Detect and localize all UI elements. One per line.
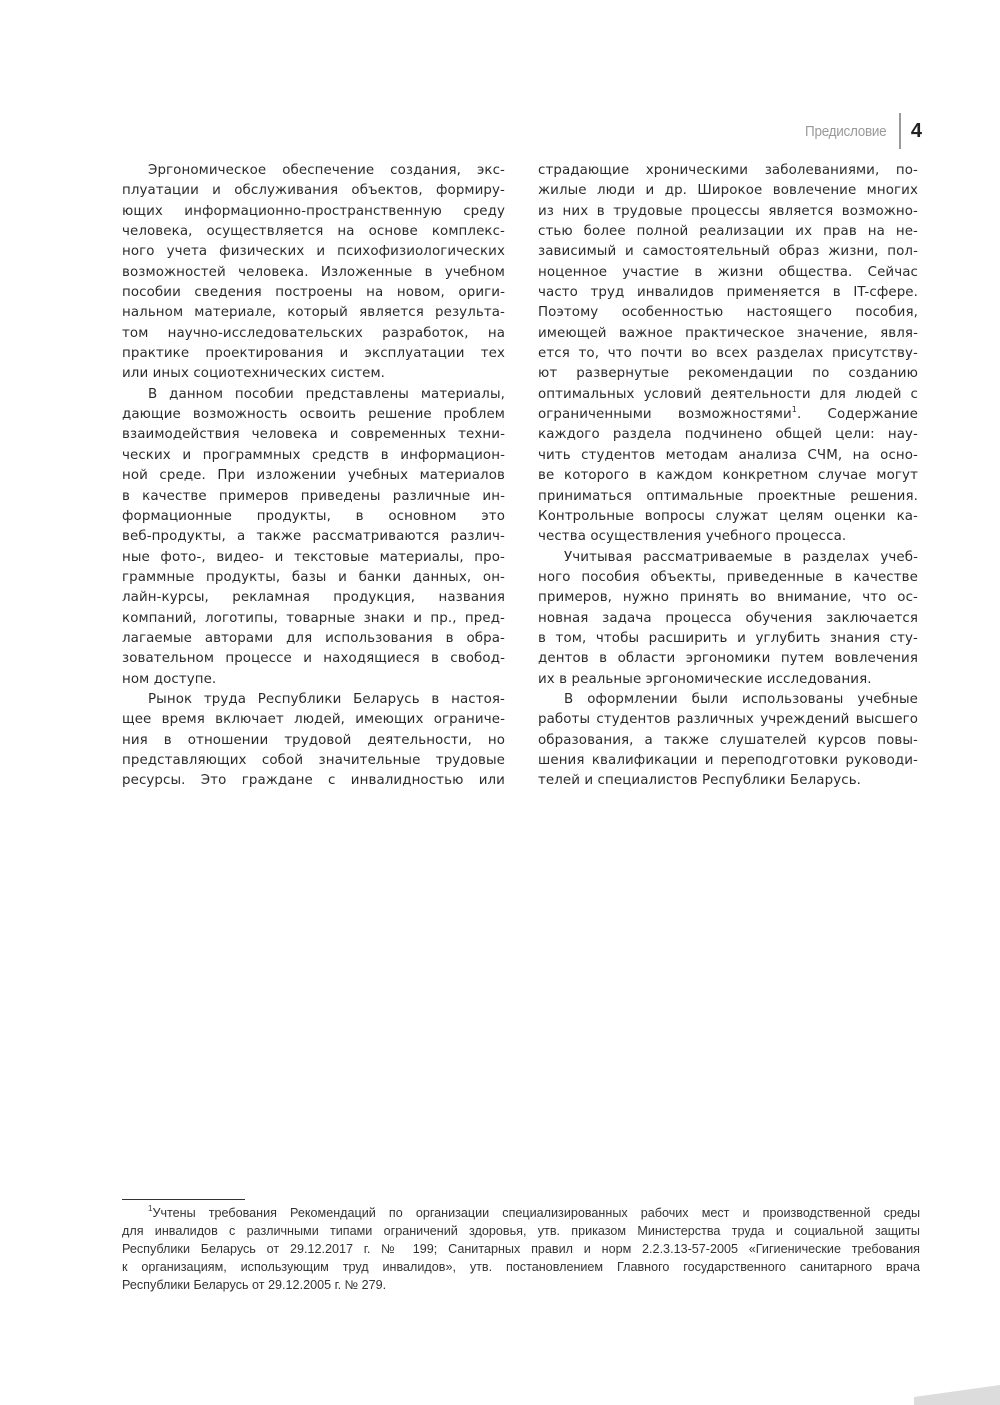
line-text: страдающие хроническими заболеваниями, по- <box>538 163 918 178</box>
line-text: лагаемые авторами для использования в обра- <box>122 630 505 646</box>
text-line <box>538 548 918 568</box>
text-line <box>538 649 918 669</box>
text-line <box>122 181 505 201</box>
text-line <box>122 751 505 771</box>
text-line <box>122 1222 920 1240</box>
text-line <box>538 263 918 283</box>
text-line <box>538 710 918 730</box>
text-line <box>538 303 918 323</box>
text-line <box>122 690 505 710</box>
line-text: представляющих собой значительные трудовые <box>122 752 505 768</box>
line-text: возможностей человека. Изложенные в учебном <box>122 264 505 280</box>
line-text: практике проектирования и эксплуатации тех <box>122 346 505 362</box>
text-line <box>122 202 505 222</box>
line-text: ноценное участие в жизни общества. Сейчас <box>538 264 918 280</box>
line-text: щее время включает людей, имеющих ограниче- <box>122 712 505 728</box>
line-text: шения квалификации и переподготовки руководи- <box>538 752 918 768</box>
text-line <box>122 649 505 669</box>
text-line <box>122 710 505 730</box>
text-line <box>538 425 918 445</box>
text-line <box>538 507 918 527</box>
footnote-reference[interactable]: 1 <box>791 405 797 415</box>
text-line <box>122 446 505 466</box>
text-line <box>538 670 918 690</box>
line-text: лайн-курсы, рекламная продукция, названия <box>122 590 505 606</box>
line-text: ется то, что почти во всех разделах присутству- <box>538 346 918 362</box>
line-text: работы студентов различных учреждений высшего <box>538 712 918 728</box>
line-text: В данном пособии представлены материалы, <box>148 386 505 402</box>
text-line <box>538 771 918 791</box>
line-text: дентов в области эргономики путем вовлечения <box>538 651 918 667</box>
line-text: к организациям, использующим труд инвалидов», утв. постановлением Главного государственного санитарного врача <box>122 1260 920 1274</box>
line-text: граммные продукты, базы и банки данных, он- <box>122 569 505 585</box>
footnote <box>122 1204 920 1294</box>
text-line <box>538 222 918 242</box>
text-line <box>538 466 918 486</box>
text-line <box>122 303 505 323</box>
line-text: их в реальные эргономические исследования. <box>538 671 872 687</box>
text-line <box>538 385 918 405</box>
text-line <box>122 771 505 791</box>
text-line <box>538 405 918 425</box>
line-text: жилые люди и др. Широкое вовлечение многих <box>538 183 918 199</box>
right-text-column <box>538 161 918 792</box>
text-line <box>122 1258 920 1276</box>
text-line <box>538 527 918 547</box>
line-text: или иных социотехнических систем. <box>122 366 386 382</box>
line-text: оптимальных условий деятельности для людей с <box>538 386 918 402</box>
line-text: Учитывая рассматриваемые в разделах учеб- <box>564 549 918 565</box>
line-text: Республики Беларусь от 29.12.2005 г. № 279. <box>122 1278 387 1292</box>
text-line <box>538 324 918 344</box>
text-line <box>538 446 918 466</box>
line-text: ют развернутые рекомендации по созданию <box>538 366 918 382</box>
line-text: часто труд инвалидов применяется в IT-сфере. <box>538 285 918 301</box>
text-line <box>538 731 918 751</box>
text-line <box>538 283 918 303</box>
text-line <box>122 283 505 303</box>
text-line <box>122 161 505 181</box>
text-line <box>122 242 505 262</box>
line-text: Республики Беларусь от 29.12.2017 г. № 199; Санитарных правил и норм 2.2.3.13-57-2005 «Гигиенические требования <box>122 1242 920 1256</box>
line-text: формационные продукты, в основном это <box>122 508 505 524</box>
line-text: из них в трудовые процессы является возможно- <box>538 203 918 219</box>
text-line <box>122 568 505 588</box>
line-text: В оформлении были использованы учебные <box>564 691 918 707</box>
line-text: примеров, нужно принять во внимание, что ос- <box>538 590 918 606</box>
text-line <box>122 222 505 242</box>
line-text: ческих и программных средств в информацион- <box>122 447 505 463</box>
line-text: ного пособия объекты, приведенные в качестве <box>538 569 918 585</box>
footnote-mark: 1 <box>148 1204 153 1213</box>
text-line <box>122 385 505 405</box>
line-text: Контрольные вопросы служат целям оценки ка- <box>538 508 918 524</box>
line-text: ной среде. При изложении учебных материалов <box>122 468 505 484</box>
text-line <box>538 344 918 364</box>
page-corner-decoration <box>914 1385 1000 1405</box>
text-line <box>122 731 505 751</box>
text-line <box>122 1240 920 1258</box>
line-text: ного учета физических и психофизиологических <box>122 244 505 260</box>
text-line <box>538 609 918 629</box>
line-text: чества осуществления учебного процесса. <box>538 529 847 545</box>
line-text: телей и специалистов Республики Беларусь. <box>538 773 862 789</box>
text-line <box>538 751 918 771</box>
text-line <box>538 568 918 588</box>
line-text: ния в отношении трудовой деятельности, но <box>122 732 505 748</box>
text-line <box>122 324 505 344</box>
section-title: Предисловие <box>805 122 887 140</box>
text-line <box>538 202 918 222</box>
text-line <box>122 670 505 690</box>
line-text: ном доступе. <box>122 671 217 687</box>
text-line <box>122 629 505 649</box>
text-line <box>538 588 918 608</box>
text-line <box>122 364 505 384</box>
line-text: имеющей важное практическое значение, явля- <box>538 325 918 341</box>
line-text: том научно-исследовательских разработок, на <box>122 325 505 341</box>
line-text: в качестве примеров приведены различные ин- <box>122 488 505 504</box>
text-line <box>122 487 505 507</box>
line-text: нальном материале, который является результа- <box>122 305 505 321</box>
line-text: . Содержание <box>796 407 918 423</box>
footnote-separator <box>122 1199 245 1200</box>
line-text: зависимый и самостоятельный образ жизни, пол- <box>538 244 918 260</box>
line-text: образования, а также слушателей курсов повы- <box>538 732 918 748</box>
line-text: каждого раздела подчинено общей цели: нау- <box>538 427 918 443</box>
line-text: человека, осуществляется на основе комплекс- <box>122 224 505 240</box>
text-line <box>538 629 918 649</box>
text-line <box>538 161 918 181</box>
line-text: ресурсы. Это граждане с инвалидностью или <box>122 773 505 789</box>
text-line <box>122 507 505 527</box>
text-line <box>122 344 505 364</box>
line-text: приниматься оптимальные проектные решения. <box>538 488 918 504</box>
line-text: ограниченными возможностями <box>538 407 792 423</box>
text-line <box>122 588 505 608</box>
page-number: 4 <box>910 119 922 142</box>
line-text: веб-продукты, а также рассматриваются различ- <box>122 529 505 545</box>
left-text-column <box>122 161 505 792</box>
line-text: взаимодействия человека и современных техни- <box>122 427 505 443</box>
text-line <box>538 242 918 262</box>
text-line <box>122 1204 920 1222</box>
line-text: дающие возможность освоить решение проблем <box>122 407 505 423</box>
text-line <box>538 487 918 507</box>
line-text: ющих информационно-пространственную среду <box>122 203 505 219</box>
line-text: Рынок труда Республики Беларусь в настоя- <box>148 691 505 707</box>
line-text: в том, чтобы расширить и углубить знания сту- <box>538 630 918 646</box>
line-text: стью более полной реализации их прав на не- <box>538 224 918 240</box>
line-text: ве которого в каждом конкретном случае могут <box>538 468 918 484</box>
text-line <box>538 364 918 384</box>
text-line <box>122 263 505 283</box>
text-line <box>538 181 918 201</box>
line-text: чить студентов методам анализа СЧМ, на осно- <box>538 447 918 463</box>
text-line <box>122 527 505 547</box>
line-text: для инвалидов с различными типами ограничений здоровья, утв. приказом Министерства труда и социальной защиты <box>122 1224 920 1238</box>
line-text: компаний, логотипы, товарные знаки и пр., пред- <box>122 610 505 626</box>
running-header <box>796 113 922 149</box>
line-text: плуатации и обслуживания объектов, формиру- <box>122 183 505 199</box>
text-line <box>122 425 505 445</box>
line-text: ные фото-, видео- и текстовые материалы, про- <box>122 549 505 565</box>
text-line <box>122 1276 920 1294</box>
line-text: Эргономическое обеспечение создания, экс- <box>148 163 505 178</box>
text-line <box>122 609 505 629</box>
text-line <box>538 690 918 710</box>
text-line <box>122 405 505 425</box>
line-text: зовательном процессе и находящиеся в свобод- <box>122 651 505 667</box>
header-divider <box>899 113 901 149</box>
text-line <box>122 548 505 568</box>
line-text: новная задача процесса обучения заключается <box>538 610 918 626</box>
text-line <box>122 466 505 486</box>
line-text: Поэтому особенностью настоящего пособия, <box>538 305 918 321</box>
line-text: пособии сведения построены на новом, ориги- <box>122 285 505 301</box>
line-text: Учтены требования Рекомендаций по организации специализированных рабочих мест и производственной среды <box>152 1206 920 1220</box>
